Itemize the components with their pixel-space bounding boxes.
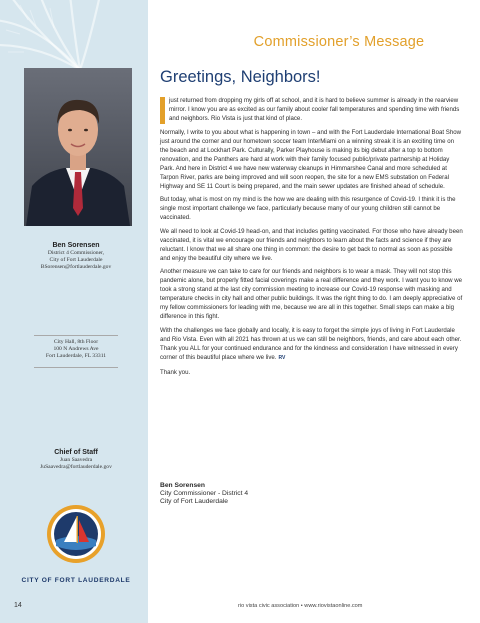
page-number: 14 (14, 602, 22, 609)
staff-role: Chief of Staff (54, 449, 98, 456)
signature-name: Ben Sorensen (160, 482, 205, 489)
paragraph: just returned from dropping my girls off at school, and it is hard to believe summer is already in the rearview mirror. I know you are as excited as our family about cooler fall temperatures and spending time with friends and neighbors. Rio Vista is just that kind of place. (160, 96, 464, 123)
drop-cap-bar (160, 97, 165, 124)
sidebar-divider (34, 367, 118, 368)
commissioner-contact (14, 241, 138, 271)
address-line-1: City Hall, 8th Floor (53, 339, 99, 345)
sidebar-divider (34, 335, 118, 336)
paragraph: We all need to look at Covid-19 head-on, and that includes getting vaccinated. For those who have already been vaccinated, it is vital we encourage our friends and neighbors to learn about the facts and science if they are reluctant. I know that we all share one thing in common: the desire to get back to normal as soon as possible and enjoy the beautiful city where we live. (160, 227, 463, 262)
end-mark: RV (278, 354, 286, 361)
chief-of-staff-contact (14, 448, 138, 471)
staff-name: Juan Saavedra (59, 457, 93, 463)
address-line-3: Fort Lauderdale, FL 33311 (45, 353, 107, 359)
signature-block (160, 482, 248, 507)
commissioner-portrait (24, 68, 132, 226)
paragraph: Normally, I write to you about what is happening in town – and with the Fort Lauderdale International Boat Show just around the corner and our hometown soccer team InterMiami on a winning streak it is an exciting time on the beach and at Lockhart Park. Culturally, Parker Playhouse is making its big debut after a top to bottom renovation, and the Panthers are hard at work with their family focused public/private partnership at Holiday Park. And here in District 4 we have new waterway cleanups in Himmarshee Canal and more scheduled at Tarpon River, parks are being improved and will soon reopen, the site for a new EMS substation on Federal Highway and SE 11 Court is being prepared, and the main sewer updates are finished ahead of schedule. (160, 128, 462, 190)
article-body (160, 96, 464, 381)
paragraph: Thank you. (160, 368, 191, 376)
city-logo-text: CITY OF FORT LAUDERDALE (21, 577, 131, 584)
page-header-title: Commissioner’s Message (253, 34, 425, 50)
footer-text: rio vista civic association • www.riovistaonline.com (238, 603, 363, 609)
signature-title: City Commissioner - District 4 (160, 490, 249, 498)
paragraph: Another measure we can take to care for our friends and neighbors is to wear a mask. They will not stop this pandemic alone, but properly fitted facial coverings make a real difference and they work. I want you to know we took a strong stand at the last city commission meeting to increase our Covid-19 response with masking and temperature checks in city hall and other public buildings. It was the right thing to do. I am deeply appreciative of my fellow commissioners for leading with me, because we are all in this together. Small steps can make a big difference in this fight. (160, 268, 463, 321)
address-line-2: 100 N Andrews Ave (53, 346, 99, 352)
paragraph: With the challenges we face globally and locally, it is easy to forget the simple joys of living in Fort Lauderdale and Rio Vista. Even with all 2021 has thrown at us we can still be neighbors, friends, and care about each other. Thank you ALL for your continued endurance and for the kindness and consideration I have witnessed in every corner of this beautiful place where we live. RV (160, 326, 462, 361)
city-seal-logo (46, 504, 106, 564)
contact-line-1: District 4 Commissioner, (47, 250, 105, 256)
contact-line-2: City of Fort Lauderdale (49, 257, 103, 263)
signature-org: City of Fort Lauderdale (160, 498, 229, 506)
office-address (14, 339, 138, 360)
contact-name: Ben Sorensen (52, 242, 100, 249)
staff-email[interactable]: JuSaavedra@fortlauderdale.gov (40, 464, 112, 470)
paragraph: But today, what is most on my mind is the how we are dealing with this resurgence of Covid-19. I think it is the single most important challenge we face, particularly because many of our young children still cannot be vaccinated. (160, 196, 456, 222)
article-greeting: Greetings, Neighbors! (160, 68, 321, 86)
contact-email[interactable]: BSorensen@fortlauderdale.gov (40, 264, 112, 270)
